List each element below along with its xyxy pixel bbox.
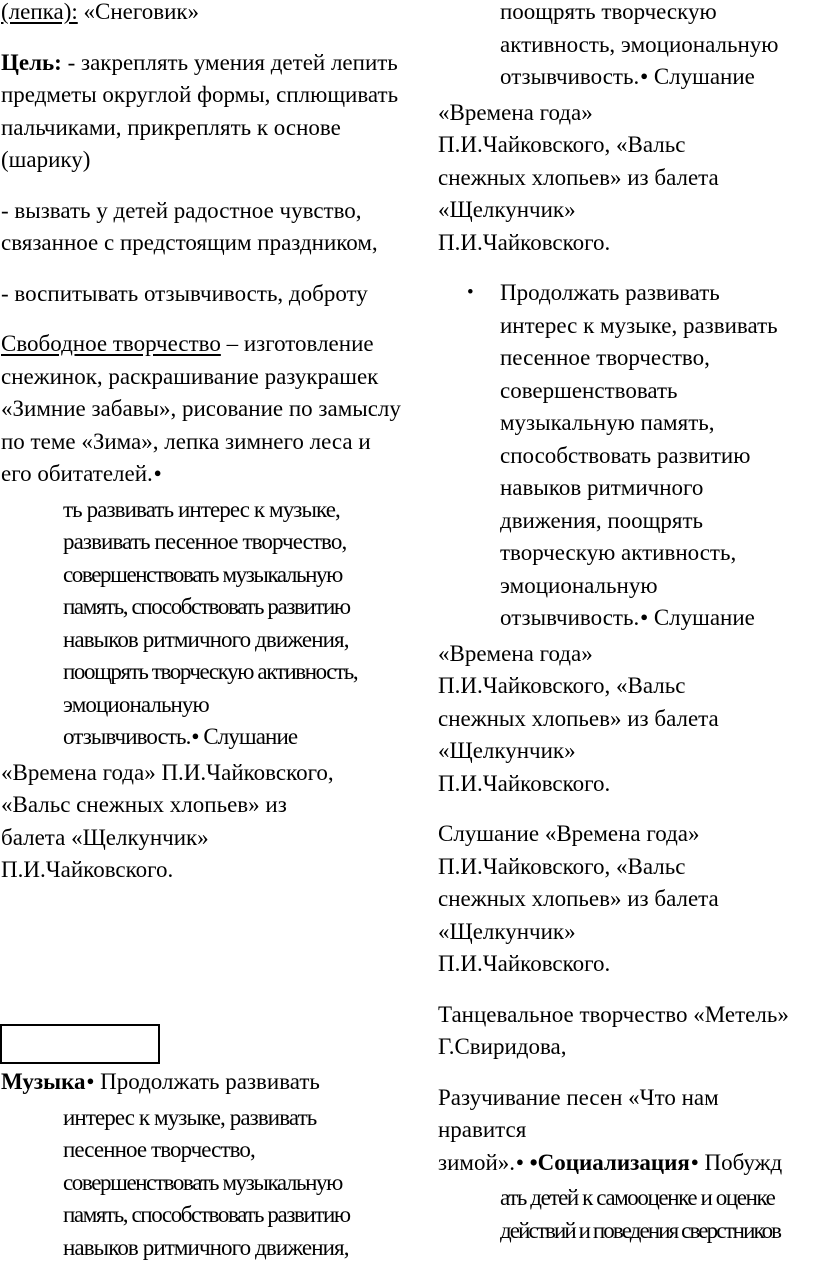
text-line — [63, 721, 401, 757]
dance-paragraph — [438, 999, 816, 1064]
text-line: совершенствовать музыкальную — [63, 1167, 401, 1200]
free-creativity-label: Свободное творчество — [1, 331, 221, 356]
topic-prefix: (лепка): — [1, 0, 78, 24]
text-line: Слушание «Времена года» — [438, 818, 816, 851]
right-listen-2 — [438, 638, 816, 801]
text-line: «Щелкунчик» — [438, 735, 816, 768]
right-column — [438, 0, 816, 1247]
text-line: П.И.Чайковского, «Вальс — [438, 851, 816, 884]
text-line: Г.Свиридова, — [438, 1031, 816, 1064]
music-label: Музыка ● — [1, 1069, 94, 1094]
topic-line — [1, 0, 401, 29]
left-column — [1, 0, 401, 887]
text-line: песенное творчество, — [500, 342, 816, 375]
topic-title: «Снеговик» — [78, 0, 199, 24]
right-top-block — [438, 0, 816, 97]
listen-block — [1, 757, 401, 887]
text-line: нравится — [438, 1114, 816, 1147]
text-line: движения, поощрять — [500, 505, 816, 538]
text-line: «Времена года» — [438, 638, 816, 671]
text-line — [500, 602, 816, 638]
text-line: эмоциональную — [500, 570, 816, 603]
text-line: навыков ритмичного движения, — [63, 624, 401, 657]
socialization-label: •Социализация ● — [530, 1150, 699, 1175]
text-line: ать детей к самооценке и оценке — [500, 1182, 816, 1215]
text-line: снежных хлопьев» из балета — [438, 883, 816, 916]
music-block — [1, 1066, 401, 1264]
right-listen-1 — [438, 97, 816, 260]
free-creativity-text: – изготовление снежинок, раскрашивание разукрашек «Зимние забавы», рисование по замыслу по теме «Зима», лепка зимнего леса и его обитателей. ● — [1, 331, 401, 486]
text-span: Слушание — [648, 605, 755, 630]
text-line: «Времена года» П.И.Чайковского, — [1, 757, 401, 790]
text-line: развивать песенное творчество, — [63, 526, 401, 559]
text-line: П.И.Чайковского. — [438, 948, 816, 981]
text-line: «Времена года» — [438, 97, 816, 130]
text-span: Продолжать развивать — [94, 1069, 320, 1094]
text-line: навыков ритмичного — [500, 472, 816, 505]
text-line: Разучивание песен «Что нам — [438, 1082, 816, 1115]
free-creativity-paragraph — [1, 328, 401, 494]
text-span: Побужд — [699, 1150, 782, 1175]
text-span: Слушание — [198, 724, 297, 749]
text-line: поощрять творческую — [500, 0, 816, 29]
text-span: отзывчивость. ● — [500, 64, 648, 89]
text-line: П.И.Чайковского. — [438, 768, 816, 801]
goal-paragraph — [1, 47, 401, 177]
text-line: снежных хлопьев» из балета — [438, 162, 816, 195]
text-line: Танцевальное творчество «Метель» — [438, 999, 816, 1032]
bullet-list-item — [438, 277, 816, 638]
goal-text: - закреплять умения детей лепить предметы округлой формы, сплющивать пальчиками, прикреплять к основе (шарику) — [1, 50, 398, 173]
text-span: отзывчивость. ● — [500, 605, 648, 630]
bullet-icon: • — [467, 277, 474, 310]
songs-paragraph — [438, 1082, 816, 1248]
continued-block — [1, 494, 401, 757]
text-span: отзывчивость. ● — [63, 724, 198, 749]
text-span: зимой». ● — [438, 1150, 524, 1175]
text-line — [500, 61, 816, 97]
text-line: память, способствовать развитию — [63, 591, 401, 624]
text-line: действий и поведения сверстников — [500, 1215, 816, 1248]
text-line: П.И.Чайковского. — [438, 227, 816, 260]
text-line: эмоциональную — [63, 689, 401, 722]
text-line: активность, эмоциональную — [500, 29, 816, 62]
text-line: П.И.Чайковского, «Вальс — [438, 129, 816, 162]
text-line: Продолжать развивать — [500, 277, 816, 310]
goal-label: Цель: — [1, 50, 62, 75]
text-line: память, способствовать развитию — [63, 1199, 401, 1232]
text-line: «Вальс снежных хлопьев» из — [1, 789, 401, 822]
text-line: поощрять творческую активность, — [63, 656, 401, 689]
text-line: П.И.Чайковского. — [1, 854, 401, 887]
text-line: песенное творчество, — [63, 1134, 401, 1167]
text-line: «Щелкунчик» — [438, 194, 816, 227]
music-first-line — [1, 1066, 401, 1102]
right-listen-3 — [438, 818, 816, 981]
text-line: снежных хлопьев» из балета — [438, 703, 816, 736]
text-line — [438, 1147, 816, 1183]
text-line: «Щелкунчик» — [438, 916, 816, 949]
text-line: П.И.Чайковского, «Вальс — [438, 670, 816, 703]
text-line: ть развивать интерес к музыке, — [63, 494, 401, 527]
text-span: Слушание — [648, 64, 755, 89]
text-line: интерес к музыке, развивать — [63, 1102, 401, 1135]
text-line: балета «Щелкунчик» — [1, 822, 401, 855]
goal-item-3: - воспитывать отзывчивость, доброту — [1, 278, 401, 311]
text-line: совершенствовать — [500, 375, 816, 408]
text-line: совершенствовать музыкальную — [63, 559, 401, 592]
text-line: способствовать развитию — [500, 440, 816, 473]
text-line: интерес к музыке, развивать — [500, 310, 816, 343]
text-line: навыков ритмичного движения, — [63, 1232, 401, 1264]
text-line: музыкальную память, — [500, 407, 816, 440]
text-line: творческую активность, — [500, 537, 816, 570]
empty-table-cell — [0, 1024, 160, 1064]
goal-item-2: - вызвать у детей радостное чувство, связанное с предстоящим праздником, — [1, 195, 401, 260]
